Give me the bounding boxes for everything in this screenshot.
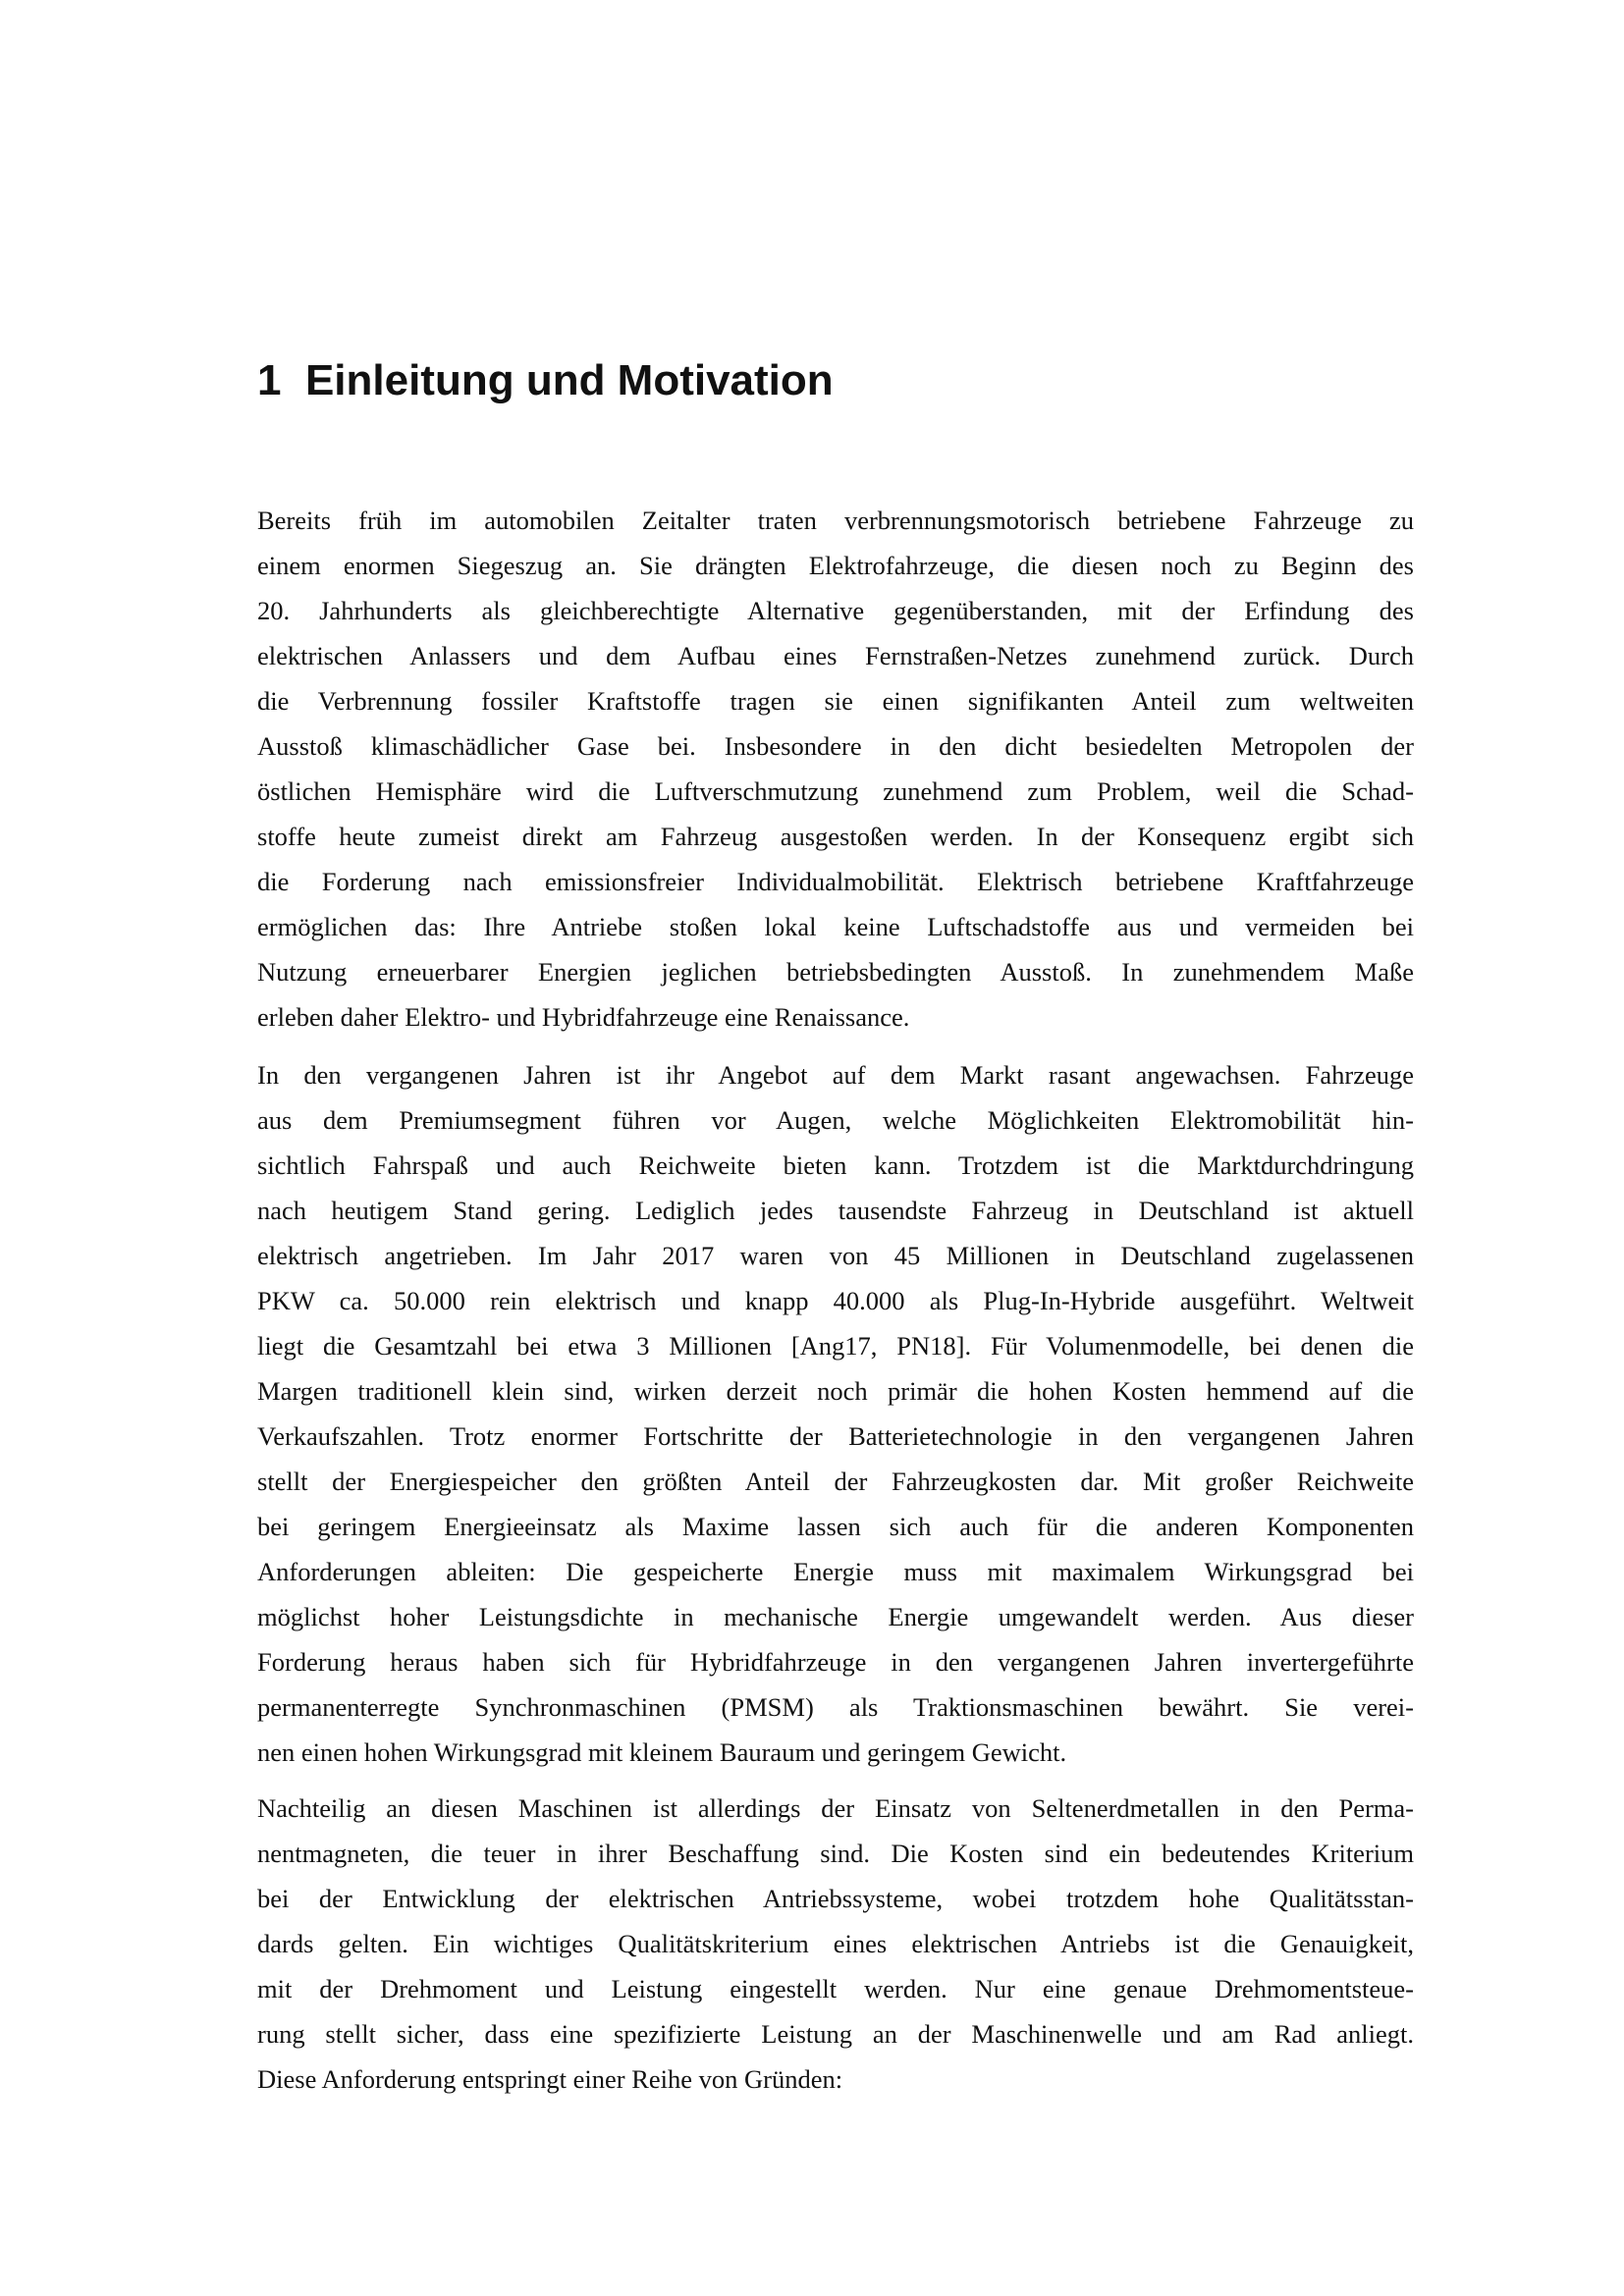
- text-line: elektrischen Anlassers und dem Aufbau eines Fernstraßen-Netzes zunehmend zurück. Durch: [257, 641, 1414, 670]
- text-line: ermöglichen das: Ihre Antriebe stoßen lokal keine Luftschadstoffe aus und vermeiden bei: [257, 912, 1414, 941]
- text-line: einem enormen Siegeszug an. Sie drängten Elektrofahrzeuge, die diesen noch zu Beginn des: [257, 551, 1414, 580]
- text-line: nach heutigem Stand gering. Lediglich jedes tausendste Fahrzeug in Deutschland ist aktuell: [257, 1196, 1414, 1225]
- text-line: sichtlich Fahrspaß und auch Reichweite bieten kann. Trotzdem ist die Marktdurchdringung: [257, 1150, 1414, 1180]
- text-line: Margen traditionell klein sind, wirken derzeit noch primär die hohen Kosten hemmend auf die: [257, 1376, 1414, 1406]
- paragraph-1: [257, 498, 1414, 1040]
- text-line: Forderung heraus haben sich für Hybridfahrzeuge in den vergangenen Jahren invertergeführte: [257, 1647, 1414, 1677]
- text-line: rung stellt sicher, dass eine spezifizierte Leistung an der Maschinenwelle und am Rad anliegt.: [257, 2019, 1414, 2049]
- text-line: die Verbrennung fossiler Kraftstoffe tragen sie einen signifikanten Anteil zum weltweiten: [257, 686, 1414, 716]
- paragraph-2: [257, 1052, 1414, 1775]
- text-line: Ausstoß klimaschädlicher Gase bei. Insbesondere in den dicht besiedelten Metropolen der: [257, 731, 1414, 761]
- text-line: nentmagneten, die teuer in ihrer Beschaffung sind. Die Kosten sind ein bedeutendes Kriterium: [257, 1839, 1414, 1868]
- text-line: stellt der Energiespeicher den größten Anteil der Fahrzeugkosten dar. Mit großer Reichweite: [257, 1467, 1414, 1496]
- text-line: mit der Drehmoment und Leistung eingestellt werden. Nur eine genaue Drehmomentsteue-: [257, 1974, 1414, 2003]
- text-line: Bereits früh im automobilen Zeitalter traten verbrennungsmotorisch betriebene Fahrzeuge zu: [257, 506, 1414, 535]
- text-line: liegt die Gesamtzahl bei etwa 3 Millionen [Ang17, PN18]. Für Volumenmodelle, bei denen die: [257, 1331, 1414, 1361]
- text-line: PKW ca. 50.000 rein elektrisch und knapp 40.000 als Plug-In-Hybride ausgeführt. Weltweit: [257, 1286, 1414, 1315]
- text-line: nen einen hohen Wirkungsgrad mit kleinem Bauraum und geringem Gewicht.: [257, 1737, 1067, 1767]
- text-line: 20. Jahrhunderts als gleichberechtigte Alternative gegenüberstanden, mit der Erfindung des: [257, 596, 1414, 625]
- paragraph-3: [257, 1786, 1414, 2102]
- text-line: östlichen Hemisphäre wird die Luftverschmutzung zunehmend zum Problem, weil die Schad-: [257, 776, 1414, 806]
- text-line: elektrisch angetrieben. Im Jahr 2017 waren von 45 Millionen in Deutschland zugelassenen: [257, 1241, 1414, 1270]
- text-line: Anforderungen ableiten: Die gespeicherte Energie muss mit maximalem Wirkungsgrad bei: [257, 1557, 1414, 1586]
- text-line: Diese Anforderung entspringt einer Reihe von Gründen:: [257, 2064, 843, 2094]
- chapter-heading: [257, 351, 834, 410]
- text-line: In den vergangenen Jahren ist ihr Angebot auf dem Markt rasant angewachsen. Fahrzeuge: [257, 1060, 1414, 1090]
- text-line: dards gelten. Ein wichtiges Qualitätskriterium eines elektrischen Antriebs ist die Genauigkeit,: [257, 1929, 1414, 1958]
- text-line: Nutzung erneuerbarer Energien jeglichen betriebsbedingten Ausstoß. In zunehmendem Maße: [257, 957, 1414, 987]
- text-line: erleben daher Elektro- und Hybridfahrzeuge eine Renaissance.: [257, 1002, 910, 1032]
- text-line: aus dem Premiumsegment führen vor Augen, welche Möglichkeiten Elektromobilität hin-: [257, 1105, 1414, 1135]
- text-line: stoffe heute zumeist direkt am Fahrzeug ausgestoßen werden. In der Konsequenz ergibt sich: [257, 822, 1414, 851]
- text-line: die Forderung nach emissionsfreier Individualmobilität. Elektrisch betriebene Kraftfahrzeuge: [257, 867, 1414, 896]
- text-line: permanenterregte Synchronmaschinen (PMSM) als Traktionsmaschinen bewährt. Sie verei-: [257, 1692, 1414, 1722]
- chapter-title: Einleitung und Motivation: [304, 356, 834, 404]
- text-line: Nachteilig an diesen Maschinen ist allerdings der Einsatz von Seltenerdmetallen in den Perma-: [257, 1793, 1414, 1823]
- chapter-number: 1: [257, 356, 282, 404]
- text-line: möglichst hoher Leistungsdichte in mechanische Energie umgewandelt werden. Aus dieser: [257, 1602, 1414, 1631]
- text-line: Verkaufszahlen. Trotz enormer Fortschritte der Batterietechnologie in den vergangenen Jahren: [257, 1421, 1414, 1451]
- text-line: bei der Entwicklung der elektrischen Antriebssysteme, wobei trotzdem hohe Qualitätsstan-: [257, 1884, 1414, 1913]
- text-line: bei geringem Energieeinsatz als Maxime lassen sich auch für die anderen Komponenten: [257, 1512, 1414, 1541]
